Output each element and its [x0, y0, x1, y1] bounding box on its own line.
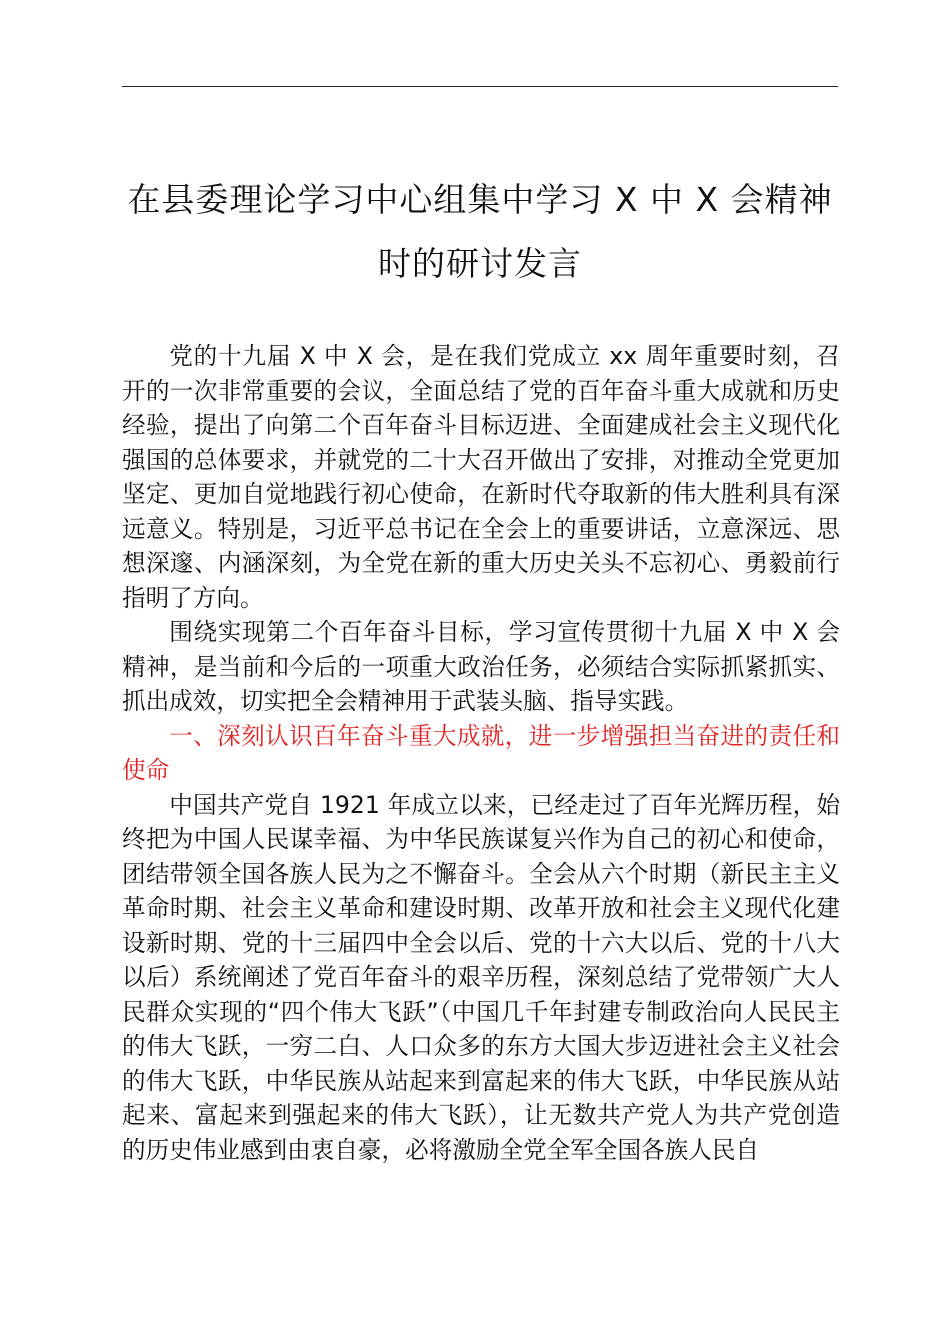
title-line-1: 在县委理论学习中心组集中学习 X 中 X 会精神: [127, 180, 833, 219]
paragraph-1: 党的十九届 X 中 X 会，是在我们党成立 xx 周年重要时刻，召开的一次非常重要的会议，全面总结了党的百年奋斗重大成就和历史经验，提出了向第二个百年奋斗目标迈进、全面建成社会主义现代化强国的总体要求，并就党的二十大召开做出了安排，对推动全党更加坚定、更加自觉地践行初心使命，在新时代夺取新的伟大胜利具有深远意义。特别是，习近平总书记在全会上的重要讲话，立意深远、思想深邃、内涵深刻，为全党在新的重大历史关头不忘初心、勇毅前行指明了方向。: [122, 342, 840, 612]
document-body: [122, 339, 840, 1167]
section-heading: 一、深刻认识百年奋斗重大成就，进一步增强担当奋进的责任和使命: [122, 721, 840, 784]
header-rule: [122, 86, 838, 87]
title-line-2: 时的研讨发言: [378, 244, 582, 283]
paragraph-2: 围绕实现第二个百年奋斗目标，学习宣传贯彻十九届 X 中 X 会精神，是当前和今后的一项重大政治任务，必须结合实际抓紧抓实、抓出成效，切实把全会精神用于武装头脑、指导实践。: [122, 618, 840, 715]
document-title: [110, 168, 850, 296]
paragraph-3: 中国共产党自 1921 年成立以来，已经走过了百年光辉历程，始终把为中国人民谋幸福、为中华民族谋复兴作为自己的初心和使命，团结带领全国各族人民为之不懈奋斗。全会从六个时期（新民主主义革命时期、社会主义革命和建设时期、改革开放和社会主义现代化建设新时期、党的十三届四中全会以后、党的十六大以后、党的十八大以后）系统阐述了党百年奋斗的艰辛历程，深刻总结了党带领广大人民群众实现的“四个伟大飞跃”（中国几千年封建专制政治向人民民主的伟大飞跃，一穷二白、人口众多的东方大国大步迈进社会主义社会的伟大飞跃，中华民族从站起来到富起来的伟大飞跃，中华民族从站起来、富起来到强起来的伟大飞跃），让无数共产党人为共产党创造的历史伟业感到由衷自豪，必将激励全党全军全国各族人民自: [122, 790, 840, 1164]
